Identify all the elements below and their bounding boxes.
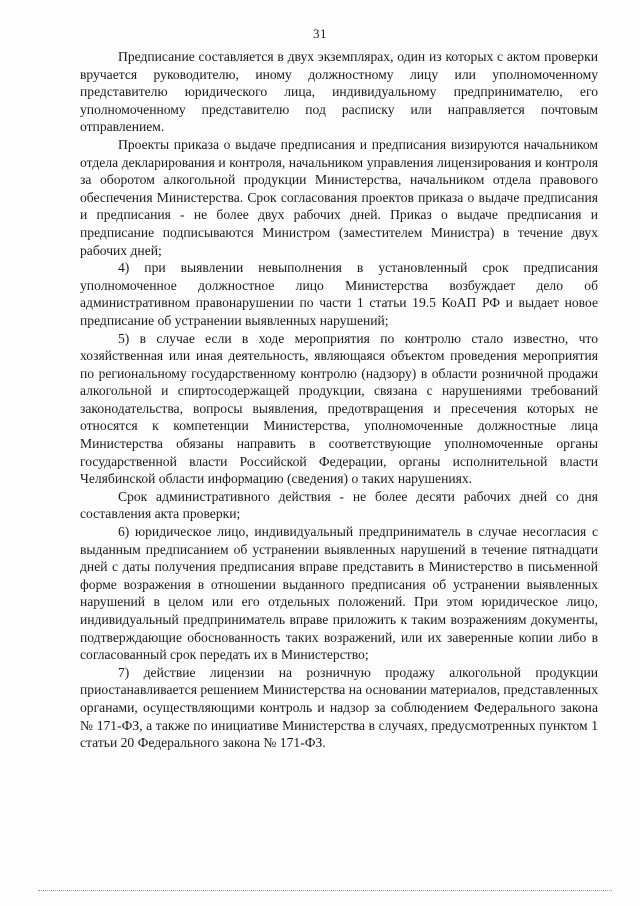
paragraph-prescription-copies: Предписание составляется в двух экземплярах, один из которых с актом проверки вручается руководителю, иному должностному лицу или уполномоченному представителю юридического лица, индивидуальному предпринимателю, его уполномоченному представителю под расписку или направляется почтовым отправлением. <box>80 49 598 135</box>
page-number: 31 <box>313 26 327 41</box>
paragraph-item-5: 5) в случае если в ходе мероприятия по контролю стало известно, что хозяйственная или иная деятельность, являющаяся объектом проведения мероприятия по региональному государственному контролю (надзору) в области розничной продажи алкогольной и спиртосодержащей продукции, связана с нарушениями требований законодательства, вопросы выявления, предотвращения и пресечения которых не относятся к компетенции Министерства, уполномоченные должностные лица Министерства обязаны направить в соответствующие уполномоченные органы государственной власти Российской Федерации, органы исполнительной власти Челябинской области информацию (сведения) о таких нарушениях. <box>80 330 598 487</box>
page-bottom-divider <box>38 890 612 891</box>
paragraph-item-6: 6) юридическое лицо, индивидуальный предприниматель в случае несогласия с выданным предписанием об устранении выявленных нарушений в течение пятнадцати дней с даты получения предписания вправе представить в Министерство в письменной форме возражения в отношении выданного предписания об устранении выявленных нарушений в целом или его отдельных положений. При этом юридическое лицо, индивидуальный предприниматель вправе приложить к таким возражениям документы, подтверждающие обоснованность таких возражений, или их заверенные копии либо в согласованный срок передать их в Министерство; <box>80 524 598 663</box>
paragraph-action-term: Срок административного действия - не более десяти рабочих дней со дня составления акта проверки; <box>80 488 598 522</box>
paragraph-item-7: 7) действие лицензии на розничную продажу алкогольной продукции приостанавливается решением Министерства на основании материалов, представленных органами, осуществляющими контроль и надзор за соблюдением Федерального закона № 171-ФЗ, а также по инициативе Министерства в случаях, предусмотренных пунктом 1 статьи 20 Федерального закона № 171-ФЗ. <box>80 664 598 751</box>
paragraph-draft-orders: Проекты приказа о выдаче предписания и предписания визируются начальником отдела декларирования и контроля, начальником управления лицензирования и контроля за оборотом алкогольной продукции Министерства, начальником отдела правового обеспечения Министерства. Срок согласования проектов приказа о выдаче предписания и предписания - не более двух рабочих дней. Приказ о выдаче предписания и предписание подписываются Министром (заместителем Министра) в течение двух рабочих дней; <box>80 136 598 258</box>
document-body <box>80 48 598 752</box>
paragraph-item-4: 4) при выявлении невыполнения в установленный срок предписания уполномоченное должностное лицо Министерства возбуждает дело об административном правонарушении по части 1 статьи 19.5 КоАП РФ и выдает новое предписание об устранении выявленных нарушений; <box>80 260 598 328</box>
